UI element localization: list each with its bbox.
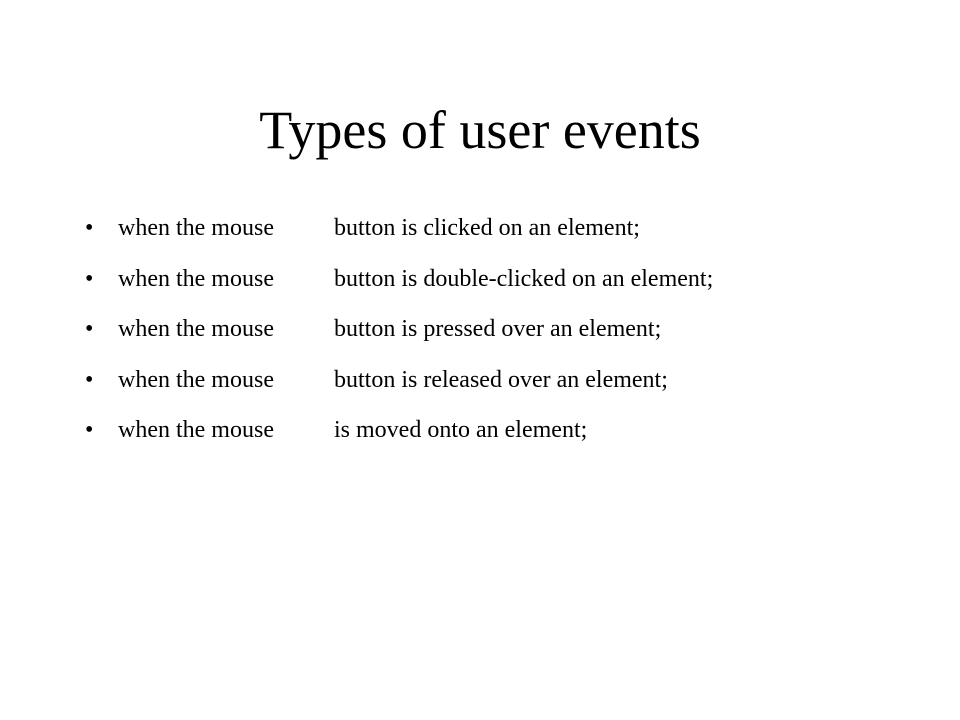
slide-title: Types of user events (259, 100, 701, 160)
bullet-icon: • (85, 366, 94, 393)
list-item (85, 266, 945, 293)
bullet-text-subject: when the mouse (118, 366, 274, 393)
bullet-text-subject: when the mouse (118, 316, 274, 342)
bullet-text-detail: button is clicked on an element; (334, 215, 640, 241)
bullet-icon: • (85, 265, 94, 292)
bullet-text-detail: button is double-clicked on an element; (334, 265, 714, 292)
bullet-text-detail: is moved onto an element; (334, 417, 588, 443)
bullet-text-subject: when the mouse (118, 215, 274, 241)
bullet-icon: • (85, 215, 94, 241)
bullet-list (85, 215, 945, 468)
list-item (85, 316, 945, 343)
bullet-text-detail: button is released over an element; (334, 366, 668, 393)
bullet-icon: • (85, 316, 94, 342)
bullet-text-subject: when the mouse (118, 265, 274, 292)
bullet-text-subject: when the mouse (118, 417, 274, 443)
list-item (85, 367, 945, 394)
bullet-icon: • (85, 417, 94, 443)
list-item (85, 417, 945, 444)
bullet-text-detail: button is pressed over an element; (334, 316, 662, 342)
list-item (85, 215, 945, 242)
